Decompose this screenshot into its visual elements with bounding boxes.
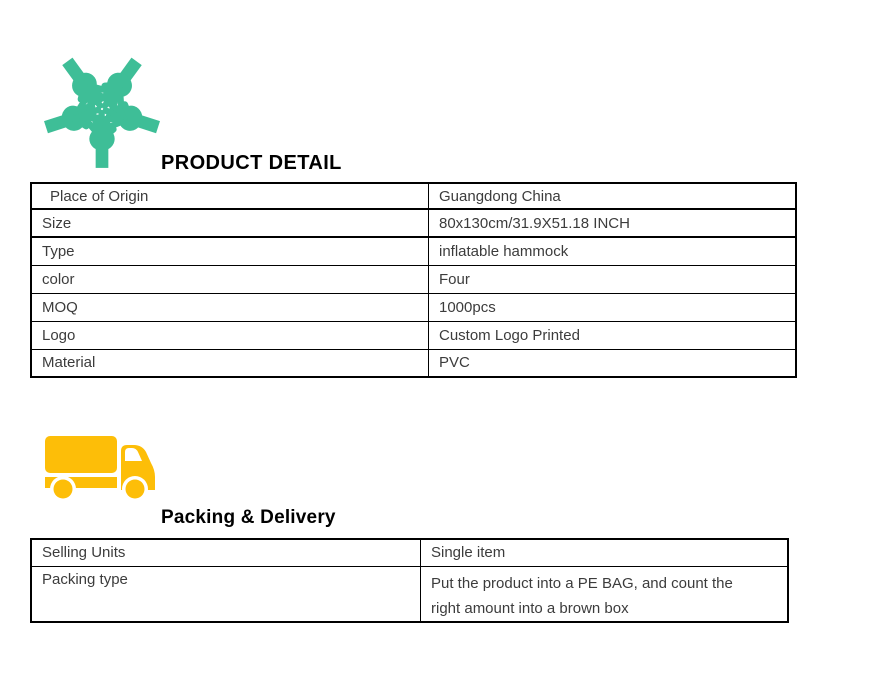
attribute-label: Place of Origin (31, 183, 429, 209)
attribute-value: inflatable hammock (429, 237, 797, 265)
attribute-value: 1000pcs (429, 293, 797, 321)
attribute-label: Selling Units (31, 539, 421, 566)
attribute-label: Packing type (31, 566, 421, 622)
attribute-value: Four (429, 265, 797, 293)
attribute-value: Put the product into a PE BAG, and count the right amount into a brown box (421, 566, 789, 622)
attribute-label: MOQ (31, 293, 429, 321)
attribute-value: Custom Logo Printed (429, 321, 797, 349)
table-row (31, 349, 796, 377)
attribute-value: PVC (429, 349, 797, 377)
attribute-value: Single item (421, 539, 789, 566)
product-detail-table (30, 182, 797, 378)
attribute-label: Type (31, 237, 429, 265)
attribute-label: Size (31, 209, 429, 237)
table-row (31, 566, 788, 622)
table-row (31, 265, 796, 293)
table-row (31, 237, 796, 265)
product-detail-heading: PRODUCT DETAIL (161, 152, 342, 174)
table-row (31, 539, 788, 566)
attribute-label: Logo (31, 321, 429, 349)
attribute-value: Guangdong China (429, 183, 797, 209)
table-row (31, 321, 796, 349)
hands-circle-icon (44, 50, 160, 168)
packing-delivery-heading: Packing & Delivery (161, 507, 336, 528)
delivery-truck-icon (45, 430, 155, 502)
table-row (31, 293, 796, 321)
table-row (31, 209, 796, 237)
attribute-label: color (31, 265, 429, 293)
attribute-value: 80x130cm/31.9X51.18 INCH (429, 209, 797, 237)
attribute-label: Material (31, 349, 429, 377)
table-row (31, 183, 796, 209)
packing-delivery-table (30, 538, 789, 623)
